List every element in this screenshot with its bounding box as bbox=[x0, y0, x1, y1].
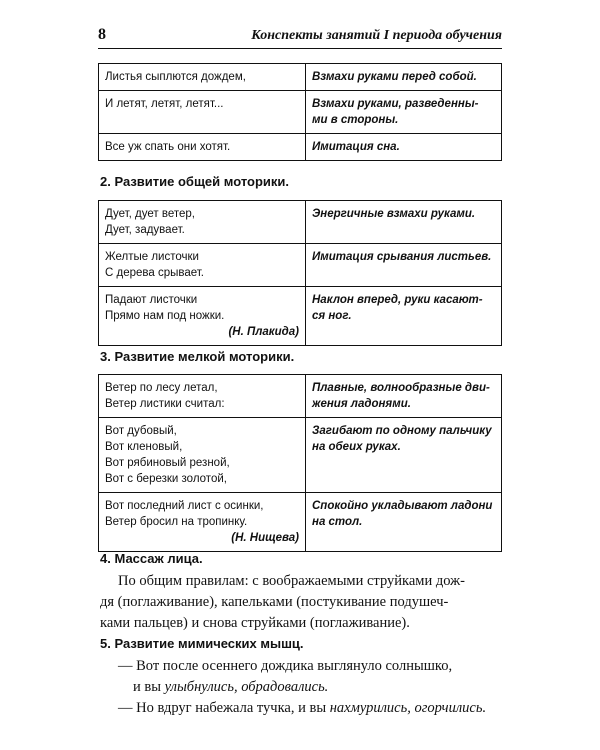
verse-cell bbox=[99, 375, 306, 418]
action-line: ся ног. bbox=[312, 310, 352, 322]
verse-cell bbox=[99, 418, 306, 493]
action-cell bbox=[306, 493, 502, 552]
action-cell bbox=[306, 418, 502, 493]
action-line: на стол. bbox=[312, 516, 363, 528]
verse-cell bbox=[99, 91, 306, 134]
verse-cell bbox=[99, 134, 306, 161]
action-line: Плавные, волнообразные дви- bbox=[312, 382, 490, 394]
dialogue-emphasis: нахмурились, огорчились. bbox=[329, 700, 487, 716]
paragraph-line: дя (поглаживание), капельками (постукивание подушеч- bbox=[100, 594, 449, 610]
verse-line: Прямо нам под ножки. bbox=[105, 310, 225, 322]
massage-paragraph bbox=[100, 571, 504, 634]
verse-line: Вот дубовый, bbox=[105, 425, 177, 437]
action-cell bbox=[306, 375, 502, 418]
table-gross-motor bbox=[98, 200, 502, 346]
table-row bbox=[99, 375, 502, 418]
page-header bbox=[98, 26, 502, 49]
verse-cell bbox=[99, 493, 306, 552]
action-line: на обеих руках. bbox=[312, 441, 401, 453]
action-cell bbox=[306, 64, 502, 91]
verse-cell bbox=[99, 64, 306, 91]
table-fine-motor bbox=[98, 374, 502, 552]
dialogue-line bbox=[100, 698, 504, 719]
verse-line: Вот последний лист с осинки, bbox=[105, 500, 264, 512]
verse-cell bbox=[99, 244, 306, 287]
action-line: Взмахи руками, разведенны- bbox=[312, 98, 479, 110]
section-heading: 3. Развитие мелкой моторики. bbox=[100, 349, 295, 364]
verse-line: Ветер по лесу летал, bbox=[105, 382, 218, 394]
table-row bbox=[99, 287, 502, 346]
verse-line: Падают листочки bbox=[105, 294, 198, 306]
action-line: жения ладонями. bbox=[312, 398, 411, 410]
action-cell bbox=[306, 201, 502, 244]
dialogue-emphasis: улыбнулись, обрадовались. bbox=[164, 679, 329, 695]
verse-line: С дерева срывает. bbox=[105, 267, 204, 279]
dialogue-line bbox=[100, 677, 504, 698]
action-cell bbox=[306, 134, 502, 161]
verse-line: Дует, дует ветер, bbox=[105, 208, 195, 220]
action-line: Энергичные взмахи руками. bbox=[312, 208, 476, 220]
section-heading: 4. Массаж лица. bbox=[100, 551, 203, 566]
verse-line: И летят, летят, летят... bbox=[105, 98, 224, 110]
table-row bbox=[99, 64, 502, 91]
running-title: Конспекты занятий I периода обучения bbox=[251, 28, 502, 43]
table-row bbox=[99, 91, 502, 134]
action-line: Наклон вперед, руки касают- bbox=[312, 294, 483, 306]
action-cell bbox=[306, 91, 502, 134]
verse-line: Дует, задувает. bbox=[105, 224, 185, 236]
action-cell bbox=[306, 287, 502, 346]
verse-line: Листья сыплются дождем, bbox=[105, 71, 246, 83]
section-heading: 5. Развитие мимических мышц. bbox=[100, 636, 304, 651]
dialogue-text: — Но вдруг набежала тучка, и вы bbox=[118, 700, 330, 716]
dialogue-line: — Вот после осеннего дождика выглянуло солнышко, bbox=[118, 658, 453, 674]
action-line: ми в стороны. bbox=[312, 114, 399, 126]
dialogue-text: и вы bbox=[133, 679, 165, 695]
action-line: Загибают по одному пальчику bbox=[312, 425, 492, 437]
action-line: Взмахи руками перед собой. bbox=[312, 71, 477, 83]
action-line: Спокойно укладывают ладони bbox=[312, 500, 493, 512]
verse-cell bbox=[99, 201, 306, 244]
table-row bbox=[99, 493, 502, 552]
action-line: Имитация сна. bbox=[312, 141, 400, 153]
action-cell bbox=[306, 244, 502, 287]
table-row bbox=[99, 244, 502, 287]
verse-line: Вот рябиновый резной, bbox=[105, 457, 230, 469]
paragraph-line: По общим правилам: с воображаемыми струйками дож- bbox=[118, 573, 465, 589]
verse-line: Вот кленовый, bbox=[105, 441, 183, 453]
verse-cell bbox=[99, 287, 306, 346]
table-row bbox=[99, 201, 502, 244]
table-row bbox=[99, 134, 502, 161]
section-heading: 2. Развитие общей моторики. bbox=[100, 174, 290, 189]
author-credit: (Н. Плакида) bbox=[228, 326, 299, 338]
action-line: Имитация срывания листьев. bbox=[312, 251, 492, 263]
verse-line: Ветер бросил на тропинку. bbox=[105, 516, 248, 528]
verse-line: Желтые листочки bbox=[105, 251, 199, 263]
mimic-dialogue bbox=[100, 656, 504, 719]
table-row bbox=[99, 418, 502, 493]
verse-line: Все уж спать они хотят. bbox=[105, 141, 231, 153]
paragraph-line: ками пальцев) и снова струйками (поглаживание). bbox=[100, 615, 410, 631]
verse-line: Вот с березки золотой, bbox=[105, 473, 227, 485]
verse-line: Ветер листики считал: bbox=[105, 398, 225, 410]
author-credit: (Н. Нищева) bbox=[231, 532, 299, 544]
page-number: 8 bbox=[98, 26, 106, 43]
table-leaves bbox=[98, 63, 502, 161]
